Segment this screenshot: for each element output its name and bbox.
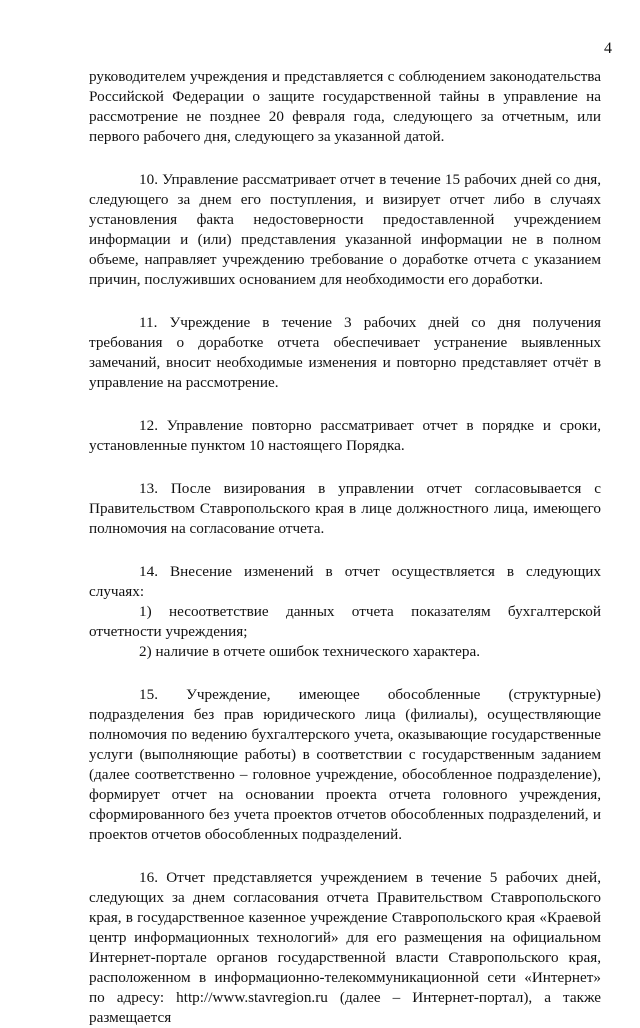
paragraph-16: 16. Отчет представляется учреждением в течение 5 рабочих дней, следующих за днем согласования отчета Правительством Ставропольского края, в государственное казенное учреждение Ставропольского края «Краевой центр информационных технологий» для его размещения на официальном Интернет-портале органов государственной власти Ставропольского края, расположенном в информационно-телекоммуникационной сети «Интернет» по адресу: http://www.stavregion.ru (далее – Интернет-портал), а также размещается	[89, 869, 601, 1026]
paragraph-continuation: руководителем учреждения и представляется с соблюдением законодательства Российской Федерации о защите государственной тайны в управление на рассмотрение не позднее 20 февраля года, следующего за отчетным, или первого рабочего дня, следующего за указанной датой.	[89, 68, 601, 145]
paragraph-15: 15. Учреждение, имеющее обособленные (структурные) подразделения без прав юридического лица (филиалы), осуществляющие полномочия по ведению бухгалтерского учета, оказывающие государственные услуги (выполняющие работы) в соответствии с государственным заданием (далее соответственно – головное учреждение, обособленное подразделение), формирует отчет на основании проекта отчета головного учреждения, сформированного без учета проектов отчетов обособленных подразделений, и проектов отчетов обособленных подразделений.	[89, 686, 601, 843]
paragraph-10: 10. Управление рассматривает отчет в течение 15 рабочих дней со дня, следующего за днем его поступления, и визирует отчет либо в случаях установления факта недостоверности предоставленной учреждением информации и (или) представления указанной информации не в полном объеме, направляет учреждению требование о доработке отчета с указанием причин, послуживших основанием для необходимости его доработки.	[89, 171, 601, 288]
paragraph-11: 11. Учреждение в течение 3 рабочих дней со дня получения требования о доработке отчета обеспечивает устранение выявленных замечаний, вносит необходимые изменения и повторно представляет отчёт в управление на рассмотрение.	[89, 314, 601, 391]
paragraph-12: 12. Управление повторно рассматривает отчет в порядке и сроки, установленные пунктом 10 настоящего Порядка.	[89, 417, 601, 454]
paragraph-14-item-2: 2) наличие в отчете ошибок технического характера.	[139, 643, 481, 660]
paragraph-14-item-1: 1) несоответствие данных отчета показателям бухгалтерской отчетности учреждения;	[89, 603, 601, 640]
page-number: 4	[604, 40, 612, 57]
document-body	[89, 67, 601, 1028]
paragraph-14: 14. Внесение изменений в отчет осуществляется в следующих случаях:	[89, 563, 601, 600]
paragraph-13: 13. После визирования в управлении отчет согласовывается с Правительством Ставропольского края в лице должностного лица, имеющего полномочия на согласование отчета.	[89, 480, 601, 537]
